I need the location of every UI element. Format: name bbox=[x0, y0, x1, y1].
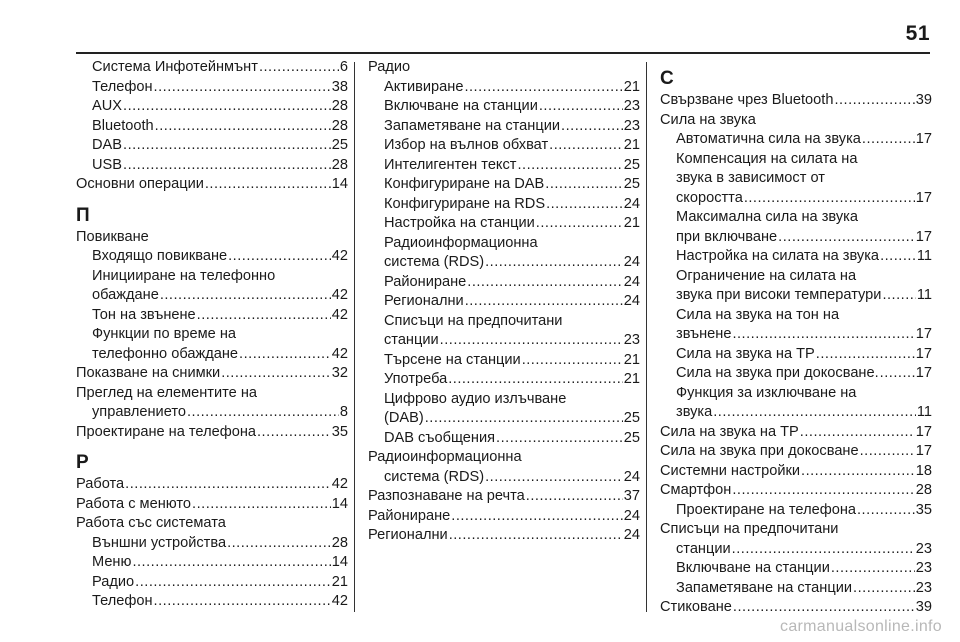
dot-leader bbox=[801, 462, 915, 482]
entry-text: Радио bbox=[92, 573, 135, 590]
entry-text: Регионални bbox=[368, 527, 448, 543]
index-entry bbox=[76, 286, 348, 306]
entry-page-number: 38 bbox=[331, 78, 348, 95]
entry-text: Максимална сила на звука bbox=[676, 209, 858, 225]
header-rule bbox=[76, 52, 930, 54]
dot-leader bbox=[857, 501, 915, 521]
index-heading bbox=[660, 384, 932, 404]
entry-page-number: 17 bbox=[915, 131, 932, 147]
dot-leader bbox=[464, 78, 622, 98]
entry-text: Списъци на предпочитани bbox=[660, 521, 839, 537]
page-number: 51 bbox=[905, 22, 930, 45]
index-entry bbox=[368, 487, 640, 507]
dot-leader bbox=[448, 370, 623, 390]
index-heading bbox=[76, 228, 348, 248]
dot-leader bbox=[831, 559, 915, 579]
entry-text: Свързване чрез Bluetooth bbox=[660, 92, 834, 108]
index-heading bbox=[368, 234, 640, 254]
entry-text: телефонно обаждане bbox=[92, 345, 239, 362]
entry-text: Запаметяване на станции bbox=[676, 579, 853, 596]
dot-leader bbox=[221, 364, 331, 384]
index-entry bbox=[368, 468, 640, 488]
entry-page-number: 21 bbox=[331, 573, 348, 590]
dot-leader bbox=[545, 175, 623, 195]
entry-page-number: 8 bbox=[339, 404, 348, 420]
entry-page-number: 21 bbox=[623, 137, 640, 153]
entry-text: Запаметяване на станции bbox=[384, 117, 561, 134]
dot-leader bbox=[451, 507, 623, 527]
entry-text: Търсене на станции bbox=[384, 351, 521, 368]
entry-text: Функции по време на bbox=[92, 326, 236, 342]
entry-text: звука при високи температури bbox=[676, 287, 882, 303]
dot-leader bbox=[744, 189, 915, 209]
dot-leader bbox=[860, 442, 915, 462]
entry-page-number: 24 bbox=[623, 507, 640, 524]
index-entry bbox=[76, 97, 348, 117]
entry-text: Настройка на силата на звука bbox=[676, 248, 880, 264]
entry-page-number: 21 bbox=[623, 371, 640, 387]
dot-leader bbox=[192, 495, 331, 515]
entry-page-number: 39 bbox=[915, 599, 932, 615]
dot-leader bbox=[123, 97, 331, 117]
entry-page-number: 21 bbox=[623, 215, 640, 231]
entry-text: система (RDS) bbox=[384, 468, 485, 485]
entry-page-number: 24 bbox=[623, 273, 640, 290]
entry-text: Проектиране на телефона bbox=[76, 423, 256, 440]
entry-text: Преглед на елементите на bbox=[76, 384, 258, 401]
dot-leader bbox=[123, 156, 331, 176]
entry-page-number: 21 bbox=[623, 78, 640, 95]
dot-leader bbox=[800, 423, 915, 443]
watermark: carmanualsonline.info bbox=[780, 618, 942, 635]
entry-page-number: 28 bbox=[915, 482, 932, 498]
entry-text: Телефон bbox=[92, 78, 153, 95]
dot-leader bbox=[882, 286, 915, 306]
index-entry bbox=[368, 156, 640, 176]
entry-text: Сила на звука при докосване. bbox=[676, 365, 879, 381]
entry-text: Проектиране на телефона bbox=[676, 501, 856, 518]
entry-text: Цифрово аудио излъчване bbox=[384, 390, 567, 407]
dot-leader bbox=[160, 286, 331, 306]
entry-page-number: 11 bbox=[916, 404, 932, 420]
section-letter: С bbox=[660, 68, 674, 89]
entry-text: Интелигентен текст bbox=[384, 156, 517, 173]
dot-leader bbox=[259, 58, 339, 78]
index-heading bbox=[660, 306, 932, 326]
dot-leader bbox=[539, 97, 623, 117]
dot-leader bbox=[713, 403, 916, 423]
entry-text: станции bbox=[384, 332, 439, 348]
dot-leader bbox=[880, 247, 916, 267]
dot-leader bbox=[834, 91, 914, 111]
index-heading bbox=[368, 448, 640, 468]
index-heading bbox=[660, 111, 932, 131]
index-entry bbox=[76, 136, 348, 156]
entry-page-number: 11 bbox=[916, 248, 932, 264]
index-entry bbox=[76, 423, 348, 443]
index-heading bbox=[76, 325, 348, 345]
index-entry bbox=[368, 273, 640, 293]
entry-text: Райониране bbox=[384, 273, 467, 290]
entry-page-number: 24 bbox=[623, 527, 640, 543]
entry-text: скоростта bbox=[676, 189, 743, 206]
entry-page-number: 24 bbox=[623, 468, 640, 485]
entry-page-number: 42 bbox=[331, 476, 348, 492]
index-entry bbox=[660, 189, 932, 209]
entry-page-number: 23 bbox=[623, 332, 640, 348]
index-entry bbox=[76, 364, 348, 384]
index-entry bbox=[368, 292, 640, 312]
entry-page-number: 17 bbox=[915, 443, 932, 459]
entry-page-number: 17 bbox=[915, 189, 932, 206]
entry-page-number: 28 bbox=[331, 534, 348, 551]
entry-text: USB bbox=[92, 156, 123, 173]
entry-page-number: 23 bbox=[623, 98, 640, 114]
entry-text: Включване на станции bbox=[384, 98, 538, 114]
entry-page-number: 42 bbox=[331, 593, 348, 609]
index-entry bbox=[76, 475, 348, 495]
entry-page-number: 24 bbox=[623, 195, 640, 212]
dot-leader bbox=[778, 228, 915, 248]
entry-text: Компенсация на силата на bbox=[676, 150, 858, 167]
entry-page-number: 42 bbox=[331, 345, 348, 362]
entry-page-number: 35 bbox=[915, 501, 932, 518]
index-entry bbox=[368, 78, 640, 98]
entry-text: Тон на звънене bbox=[92, 306, 196, 323]
index-entry bbox=[660, 579, 932, 599]
dot-leader bbox=[526, 487, 623, 507]
dot-leader bbox=[733, 598, 915, 618]
entry-text: Конфигуриране на RDS bbox=[384, 195, 546, 212]
dot-leader bbox=[239, 345, 331, 365]
index-entry bbox=[76, 78, 348, 98]
entry-text: Конфигуриране на DAB bbox=[384, 176, 545, 192]
entry-page-number: 28 bbox=[331, 156, 348, 173]
entry-text: Bluetooth bbox=[92, 117, 154, 134]
entry-text: звука bbox=[676, 404, 713, 420]
index-entry bbox=[660, 442, 932, 462]
index-entry bbox=[368, 409, 640, 429]
index-heading bbox=[660, 520, 932, 540]
entry-text: (DAB) bbox=[384, 410, 424, 426]
dot-leader bbox=[135, 573, 331, 593]
entry-text: DAB съобщения bbox=[384, 429, 496, 446]
entry-text: Употреба bbox=[384, 371, 448, 387]
index-column-3 bbox=[660, 58, 932, 618]
entry-text: Райониране bbox=[368, 507, 451, 524]
entry-page-number: 25 bbox=[331, 137, 348, 153]
entry-text: AUX bbox=[92, 98, 123, 114]
index-entry bbox=[76, 306, 348, 326]
dot-leader bbox=[536, 214, 623, 234]
dot-leader bbox=[425, 409, 623, 429]
entry-text: Включване на станции bbox=[676, 560, 830, 576]
entry-page-number: 23 bbox=[623, 117, 640, 134]
entry-text: Меню bbox=[92, 554, 132, 570]
entry-text: звънене bbox=[676, 326, 732, 342]
entry-page-number: 18 bbox=[915, 462, 932, 479]
dot-leader bbox=[228, 247, 331, 267]
entry-page-number: 25 bbox=[623, 429, 640, 446]
entry-page-number: 6 bbox=[339, 59, 348, 75]
index-entry bbox=[76, 175, 348, 195]
entry-page-number: 25 bbox=[623, 156, 640, 173]
entry-page-number: 23 bbox=[915, 540, 932, 557]
section-letter: П bbox=[76, 204, 90, 226]
index-entry bbox=[660, 364, 932, 384]
dot-leader bbox=[732, 540, 915, 560]
entry-text: Сила на звука на TP bbox=[660, 423, 799, 440]
column-separator bbox=[354, 62, 355, 612]
index-entry bbox=[660, 501, 932, 521]
index-entry bbox=[76, 495, 348, 515]
index-heading bbox=[368, 58, 640, 78]
dot-leader bbox=[816, 345, 915, 365]
dot-leader bbox=[154, 78, 331, 98]
dot-leader bbox=[517, 156, 622, 176]
entry-page-number: 23 bbox=[915, 560, 932, 576]
entry-text: Автоматична сила на звука bbox=[676, 131, 861, 147]
index-entry bbox=[660, 247, 932, 267]
entry-page-number: 25 bbox=[623, 176, 640, 192]
entry-text: Радиоинформационна bbox=[384, 234, 538, 251]
index-column-1 bbox=[76, 58, 348, 612]
index-entry bbox=[368, 214, 640, 234]
index-heading bbox=[660, 267, 932, 287]
dot-leader bbox=[155, 117, 331, 137]
entry-text: Системни настройки bbox=[660, 462, 801, 479]
dot-leader bbox=[732, 481, 914, 501]
entry-text: Система Инфотейнмънт bbox=[92, 59, 258, 75]
entry-text: Смартфон bbox=[660, 482, 732, 498]
entry-text: Ограничение на силата на bbox=[676, 267, 857, 284]
index-heading bbox=[76, 514, 348, 534]
column-separator bbox=[646, 62, 647, 612]
dot-leader bbox=[862, 130, 915, 150]
dot-leader bbox=[449, 526, 623, 546]
entry-text: Избор на вълнов обхват bbox=[384, 137, 549, 153]
index-entry bbox=[76, 573, 348, 593]
index-heading bbox=[76, 384, 348, 404]
entry-page-number: 17 bbox=[915, 365, 932, 381]
dot-leader bbox=[132, 553, 330, 573]
dot-leader bbox=[522, 351, 623, 371]
entry-text: Функция за изключване на bbox=[676, 384, 857, 401]
index-entry bbox=[368, 253, 640, 273]
dot-leader bbox=[440, 331, 623, 351]
dot-leader bbox=[197, 306, 331, 326]
entry-page-number: 14 bbox=[331, 176, 348, 192]
entry-text: DAB bbox=[92, 137, 123, 153]
index-entry bbox=[660, 228, 932, 248]
entry-text: Основни операции bbox=[76, 176, 204, 192]
index-entry bbox=[76, 553, 348, 573]
entry-text: Радио bbox=[368, 59, 411, 75]
entry-text: звука в зависимост от bbox=[676, 170, 825, 186]
entry-page-number: 23 bbox=[915, 579, 932, 596]
entry-text: Сила на звука на тон на bbox=[676, 306, 840, 323]
dot-leader bbox=[732, 325, 914, 345]
entry-text: Входящо повикване bbox=[92, 248, 228, 264]
index-entry bbox=[368, 117, 640, 137]
entry-page-number: 32 bbox=[331, 365, 348, 381]
index-heading bbox=[368, 390, 640, 410]
index-entry bbox=[368, 429, 640, 449]
entry-page-number: 35 bbox=[331, 423, 348, 440]
dot-leader bbox=[853, 579, 915, 599]
index-entry bbox=[660, 462, 932, 482]
index-entry bbox=[660, 559, 932, 579]
index-entry bbox=[76, 345, 348, 365]
entry-page-number: 21 bbox=[623, 351, 640, 368]
index-entry bbox=[76, 156, 348, 176]
index-entry bbox=[660, 325, 932, 345]
entry-page-number: 24 bbox=[623, 254, 640, 270]
entry-text: Стиковане bbox=[660, 599, 732, 615]
entry-text: Телефон bbox=[92, 593, 153, 609]
entry-page-number: 17 bbox=[915, 345, 932, 362]
index-entry bbox=[368, 175, 640, 195]
dot-leader bbox=[549, 136, 623, 156]
index-entry bbox=[660, 91, 932, 111]
index-heading bbox=[660, 150, 932, 170]
entry-text: Сила на звука bbox=[660, 111, 756, 128]
entry-page-number: 17 bbox=[915, 326, 932, 342]
section-letter: Р bbox=[76, 452, 89, 473]
entry-text: Работа със системата bbox=[76, 515, 226, 531]
index-entry bbox=[368, 351, 640, 371]
index-entry bbox=[660, 598, 932, 618]
index-entry bbox=[660, 481, 932, 501]
entry-text: Регионални bbox=[384, 293, 464, 309]
dot-leader bbox=[485, 468, 623, 488]
index-heading bbox=[660, 208, 932, 228]
entry-text: Настройка на станции bbox=[384, 215, 535, 231]
dot-leader bbox=[880, 364, 915, 384]
index-entry bbox=[76, 403, 348, 423]
index-entry bbox=[368, 136, 640, 156]
dot-leader bbox=[496, 429, 623, 449]
dot-leader bbox=[123, 136, 331, 156]
entry-page-number: 25 bbox=[623, 410, 640, 426]
dot-leader bbox=[154, 592, 331, 612]
dot-leader bbox=[467, 273, 623, 293]
index-entry bbox=[76, 592, 348, 612]
entry-text: Работа bbox=[76, 476, 125, 492]
entry-text: Сила на звука на TP bbox=[676, 345, 815, 362]
index-entry bbox=[660, 403, 932, 423]
index-heading bbox=[368, 312, 640, 332]
entry-page-number: 17 bbox=[915, 228, 932, 245]
dot-leader bbox=[561, 117, 623, 137]
index-entry bbox=[660, 286, 932, 306]
index-entry bbox=[368, 370, 640, 390]
entry-text: управлението bbox=[92, 404, 186, 420]
entry-text: Разпознаване на речта bbox=[368, 488, 525, 504]
index-entry bbox=[368, 331, 640, 351]
entry-page-number: 14 bbox=[331, 554, 348, 570]
index-entry bbox=[368, 526, 640, 546]
entry-text: Повикване bbox=[76, 228, 149, 245]
entry-text: Работа с менюто bbox=[76, 495, 192, 512]
dot-leader bbox=[546, 195, 623, 215]
entry-page-number: 28 bbox=[331, 117, 348, 134]
index-entry bbox=[76, 534, 348, 554]
index-heading bbox=[660, 169, 932, 189]
entry-page-number: 37 bbox=[623, 488, 640, 504]
entry-page-number: 42 bbox=[331, 306, 348, 323]
entry-text: Списъци на предпочитани bbox=[384, 312, 563, 329]
entry-page-number: 11 bbox=[916, 287, 932, 303]
dot-leader bbox=[257, 423, 331, 443]
index-column-2 bbox=[368, 58, 640, 546]
dot-leader bbox=[227, 534, 331, 554]
entry-page-number: 42 bbox=[331, 248, 348, 264]
entry-text: Сила на звука при докосване bbox=[660, 443, 859, 459]
dot-leader bbox=[187, 403, 339, 423]
index-entry bbox=[368, 97, 640, 117]
dot-leader bbox=[125, 475, 331, 495]
index-entry bbox=[660, 345, 932, 365]
entry-text: Външни устройства bbox=[92, 534, 227, 551]
entry-text: при включване bbox=[676, 228, 778, 245]
entry-text: Радиоинформационна bbox=[368, 449, 522, 465]
dot-leader bbox=[205, 175, 331, 195]
entry-text: Иницииране на телефонно bbox=[92, 267, 276, 284]
entry-text: система (RDS) bbox=[384, 254, 485, 270]
index-heading bbox=[76, 267, 348, 287]
dot-leader bbox=[465, 292, 623, 312]
entry-text: обаждане bbox=[92, 287, 159, 303]
entry-page-number: 28 bbox=[331, 98, 348, 114]
index-entry bbox=[368, 195, 640, 215]
index-entry bbox=[660, 540, 932, 560]
index-entry bbox=[76, 58, 348, 78]
entry-page-number: 14 bbox=[331, 495, 348, 512]
entry-text: станции bbox=[676, 540, 731, 557]
entry-page-number: 39 bbox=[915, 92, 932, 108]
entry-page-number: 42 bbox=[331, 287, 348, 303]
dot-leader bbox=[485, 253, 623, 273]
entry-text: Показване на снимки bbox=[76, 365, 221, 381]
entry-text: Активиране bbox=[384, 78, 464, 95]
index-entry bbox=[76, 117, 348, 137]
index-entry bbox=[368, 507, 640, 527]
entry-page-number: 24 bbox=[623, 293, 640, 309]
entry-page-number: 17 bbox=[915, 423, 932, 440]
index-entry bbox=[660, 423, 932, 443]
index-entry bbox=[660, 130, 932, 150]
index-entry bbox=[76, 247, 348, 267]
